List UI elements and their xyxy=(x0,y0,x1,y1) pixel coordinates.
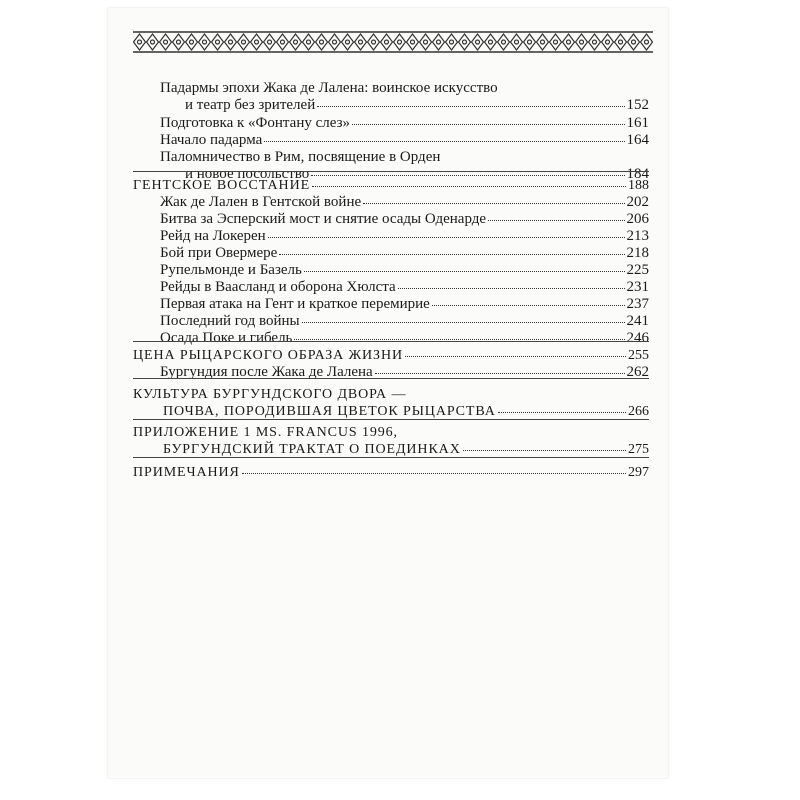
leader-dots xyxy=(279,253,624,255)
toc-entry-title: и новое посольство xyxy=(185,166,310,182)
toc-entry-title: Битва за Эсперский мост и снятие осады Оденарде xyxy=(160,211,487,227)
section-rule xyxy=(133,171,649,172)
toc-page-number: 213 xyxy=(626,228,649,244)
toc-entry xyxy=(133,279,649,296)
toc-entry-title: Осада Поке и гибель xyxy=(160,330,293,346)
toc-page-number: 275 xyxy=(628,442,649,457)
toc-page-number: 202 xyxy=(626,194,649,210)
toc-page-number: 237 xyxy=(626,296,649,312)
leader-dots xyxy=(268,236,625,238)
toc-page-number: 206 xyxy=(626,211,649,227)
leader-dots xyxy=(311,174,624,176)
toc-page-number: 188 xyxy=(628,178,649,193)
leader-dots xyxy=(317,105,624,107)
toc-entry-title: Бургундия после Жака де Лалена xyxy=(160,364,373,380)
toc-entry xyxy=(133,115,649,132)
toc-page-number: 164 xyxy=(626,132,649,148)
leader-dots xyxy=(398,287,625,289)
leader-dots xyxy=(304,270,625,272)
toc-entry-title: ЦЕНА РЫЦАРСКОГО ОБРАЗА ЖИЗНИ xyxy=(133,348,403,363)
toc-entry-title: Последний год войны xyxy=(160,313,300,329)
toc-entry-title: ПРИЛОЖЕНИЕ 1 MS. FRANCUS 1996, xyxy=(133,425,398,440)
toc-section-heading xyxy=(133,386,649,420)
toc-section-heading xyxy=(133,424,649,458)
toc-section-heading xyxy=(133,177,649,194)
ornament-border xyxy=(133,31,653,53)
toc-page-number: 241 xyxy=(626,313,649,329)
toc-entry xyxy=(133,211,649,228)
toc-entry xyxy=(133,194,649,211)
section-rule xyxy=(133,457,649,458)
toc-entry xyxy=(133,330,649,347)
toc-entry-title: КУЛЬТУРА БУРГУНДСКОГО ДВОРА — xyxy=(133,387,407,402)
toc-page-number: 161 xyxy=(626,115,649,131)
leader-dots xyxy=(312,185,626,187)
toc-entry xyxy=(133,313,649,330)
toc-entry-title: и театр без зрителей xyxy=(185,97,316,113)
toc-entry xyxy=(133,262,649,279)
toc-entry-title: Первая атака на Гент и краткое перемирие xyxy=(160,296,430,312)
toc-entry xyxy=(133,228,649,245)
toc-page-number: 152 xyxy=(626,97,649,113)
toc-page-number: 218 xyxy=(626,245,649,261)
toc-entry xyxy=(133,132,649,149)
toc-page-number: 266 xyxy=(628,404,649,419)
leader-dots xyxy=(264,140,624,142)
toc-entry-title: Рупельмонде и Базель xyxy=(160,262,302,278)
toc-entry-title: ПОЧВА, ПОРОДИВШАЯ ЦВЕТОК РЫЦАРСТВА xyxy=(163,404,496,419)
toc-entry-title: Падармы эпохи Жака де Лалена: воинское искусство xyxy=(160,80,498,96)
toc-page-number: 184 xyxy=(626,166,649,182)
toc-entry-title: Бой при Овермере xyxy=(160,245,278,261)
toc-page-number: 262 xyxy=(626,364,649,380)
toc-entry-title: Начало падарма xyxy=(160,132,263,148)
toc-entry-title: Рейд на Локерен xyxy=(160,228,266,244)
toc-page-number: 225 xyxy=(626,262,649,278)
leader-dots xyxy=(488,219,624,221)
toc-entry-title: Рейды в Вaасланд и оборона Хюлста xyxy=(160,279,396,295)
toc-section-heading xyxy=(133,347,649,364)
section-rule xyxy=(133,378,649,379)
toc-entry-title: ГЕНТСКОЕ ВОССТАНИЕ xyxy=(133,178,311,193)
leader-dots xyxy=(352,123,624,125)
leader-dots xyxy=(302,321,625,323)
leader-dots xyxy=(294,338,624,340)
toc-entry xyxy=(133,296,649,313)
toc-page-number: 297 xyxy=(628,465,649,480)
leader-dots xyxy=(498,411,626,413)
leader-dots xyxy=(463,449,626,451)
leader-dots xyxy=(405,355,626,357)
toc-entry-title: Жак де Лален в Гентской войне xyxy=(160,194,362,210)
leader-dots xyxy=(432,304,625,306)
leader-dots xyxy=(242,472,626,474)
toc-entry-title: Паломничество в Рим, посвящение в Орден xyxy=(160,149,441,165)
toc-entry-title: ПРИМЕЧАНИЯ xyxy=(133,465,240,480)
toc-page-number: 246 xyxy=(626,330,649,346)
leader-dots xyxy=(375,372,625,374)
toc-entry-title: Подготовка к «Фонтану слез» xyxy=(160,115,351,131)
toc-page-number: 231 xyxy=(626,279,649,295)
section-rule xyxy=(133,419,649,420)
leader-dots xyxy=(363,202,624,204)
toc-entry xyxy=(133,245,649,262)
toc-entry-title: БУРГУНДСКИЙ ТРАКТАТ О ПОЕДИНКАХ xyxy=(163,442,461,457)
toc-section-heading xyxy=(133,464,649,481)
section-rule xyxy=(133,341,649,342)
toc-entry xyxy=(133,80,649,114)
toc-page-number: 255 xyxy=(628,348,649,363)
